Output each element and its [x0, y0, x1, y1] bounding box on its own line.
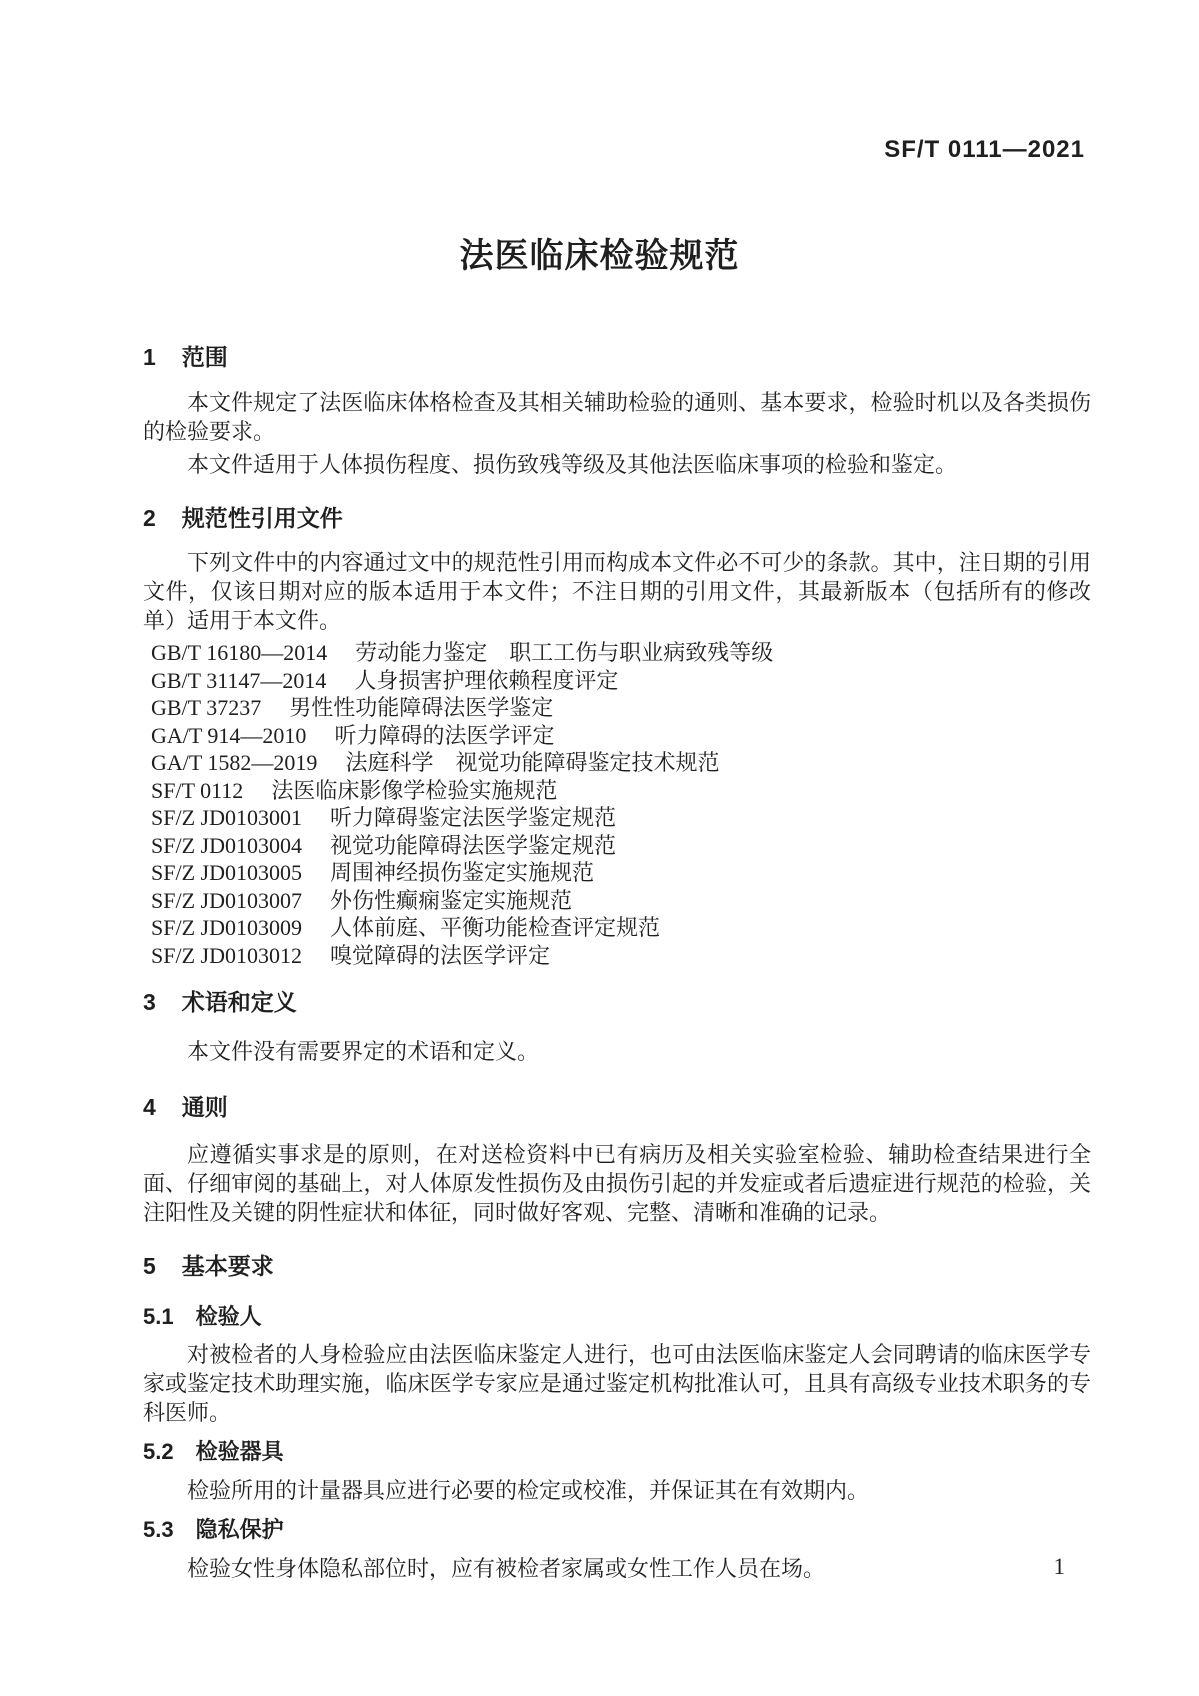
- section-title: 术语和定义: [181, 989, 297, 1015]
- reference-item: [143, 694, 1091, 722]
- reference-title: 听力障碍的法医学评定: [334, 722, 555, 748]
- reference-code: GA/T 1582—2019: [151, 750, 318, 775]
- paragraph: 本文件规定了法医临床体格检查及其相关辅助检验的通则、基本要求，检验时机以及各类损伤的检验要求。: [143, 390, 1091, 444]
- reference-title: 外伤性癫痫鉴定实施规范: [329, 887, 572, 913]
- reference-item: [143, 804, 1091, 832]
- section-title: 隐私保护: [195, 1517, 284, 1542]
- reference-code: SF/Z JD0103007: [151, 887, 302, 913]
- section-5-3-heading: [143, 1515, 1091, 1545]
- reference-list: [143, 639, 1091, 969]
- reference-title: 男性性功能障碍法医学鉴定: [289, 695, 554, 720]
- section-number: 5: [143, 1253, 156, 1279]
- reference-item: [143, 722, 1091, 750]
- reference-code: SF/Z JD0103005: [151, 860, 302, 885]
- section-title: 范围: [181, 344, 228, 370]
- doc-title: 法医临床检验规范: [459, 237, 740, 275]
- reference-code: SF/T 0112: [151, 777, 244, 803]
- paragraph: 下列文件中的内容通过文中的规范性引用而构成本文件必不可少的条款。其中，注日期的引用文件，仅该日期对应的版本适用于本文件；不注日期的引用文件，其最新版本（包括所有的修改单）适用于本文件。: [143, 550, 1091, 633]
- paragraph: 本文件适用于人体损伤程度、损伤致残等级及其他法医临床事项的检验和鉴定。: [187, 452, 958, 477]
- reference-title: 嗅觉障碍的法医学评定: [329, 942, 550, 968]
- section-number: 1: [143, 344, 156, 370]
- reference-title: 周围神经损伤鉴定实施规范: [329, 860, 594, 885]
- reference-item: [143, 914, 1091, 942]
- section-1-heading: [143, 342, 1091, 372]
- paragraph: 本文件没有需要界定的术语和定义。: [187, 1039, 540, 1064]
- section-number: 3: [143, 989, 156, 1015]
- reference-item: [143, 832, 1091, 860]
- reference-code: GA/T 914—2010: [151, 722, 307, 748]
- paragraph: 应遵循实事求是的原则，在对送检资料中已有病历及相关实验室检验、辅助检查结果进行全面、仔细审阅的基础上，对人体原发性损伤及由损伤引起的并发症或者后遗症进行规范的检验，关注阳性及关键的阴性症状和体征，同时做好客观、完整、清晰和准确的记录。: [143, 1142, 1091, 1225]
- section-title: 检验器具: [195, 1439, 284, 1464]
- section-title: 规范性引用文件: [181, 505, 343, 531]
- section-number: 4: [143, 1094, 156, 1120]
- reference-code: GB/T 37237: [151, 695, 262, 720]
- reference-title: 法庭科学 视觉功能障碍鉴定技术规范: [345, 750, 720, 775]
- section-number: 5.3: [143, 1517, 174, 1542]
- reference-code: SF/Z JD0103004: [151, 832, 302, 858]
- reference-title: 劳动能力鉴定 职工工伤与职业病致残等级: [355, 640, 774, 665]
- reference-item: [143, 777, 1091, 805]
- section-5-1-heading: [143, 1302, 1091, 1332]
- reference-code: SF/Z JD0103009: [151, 915, 302, 940]
- section-3-heading: [143, 987, 1091, 1017]
- paragraph: 检验女性身体隐私部位时，应有被检者家属或女性工作人员在场。: [187, 1556, 826, 1581]
- section-title: 通则: [181, 1094, 228, 1120]
- reference-code: GB/T 31147—2014: [151, 667, 327, 693]
- reference-code: SF/Z JD0103001: [151, 805, 302, 830]
- reference-title: 人体前庭、平衡功能检查评定规范: [329, 915, 660, 940]
- paragraph: 对被检者的人身检验应由法医临床鉴定人进行，也可由法医临床鉴定人会同聘请的临床医学专家或鉴定技术助理实施，临床医学专家应是通过鉴定机构批准认可，且具有高级专业技术职务的专科医师。: [143, 1342, 1091, 1425]
- reference-item: [143, 639, 1091, 667]
- reference-title: 视觉功能障碍法医学鉴定规范: [329, 832, 616, 858]
- reference-item: [143, 667, 1091, 695]
- page-number: 1: [1053, 1554, 1065, 1579]
- reference-item: [143, 859, 1091, 887]
- section-5-heading: [143, 1251, 1091, 1281]
- section-number: 5.1: [143, 1304, 174, 1329]
- reference-item: [143, 887, 1091, 915]
- section-number: 5.2: [143, 1439, 174, 1464]
- document-body: [143, 336, 1091, 1583]
- section-4-heading: [143, 1092, 1091, 1122]
- reference-title: 法医临床影像学检验实施规范: [271, 777, 558, 803]
- reference-code: GB/T 16180—2014: [151, 640, 328, 665]
- reference-item: [143, 942, 1091, 970]
- paragraph: 检验所用的计量器具应进行必要的检定或校准，并保证其在有效期内。: [187, 1478, 870, 1503]
- section-number: 2: [143, 505, 156, 531]
- section-title: 检验人: [195, 1304, 262, 1329]
- section-2-heading: [143, 503, 1091, 533]
- reference-item: [143, 749, 1091, 777]
- doc-number: SF/T 0111—2021: [884, 136, 1085, 163]
- reference-title: 人身损害护理依赖程度评定: [354, 667, 619, 693]
- section-title: 基本要求: [181, 1253, 274, 1279]
- reference-code: SF/Z JD0103012: [151, 942, 302, 968]
- section-5-2-heading: [143, 1437, 1091, 1467]
- reference-title: 听力障碍鉴定法医学鉴定规范: [329, 805, 616, 830]
